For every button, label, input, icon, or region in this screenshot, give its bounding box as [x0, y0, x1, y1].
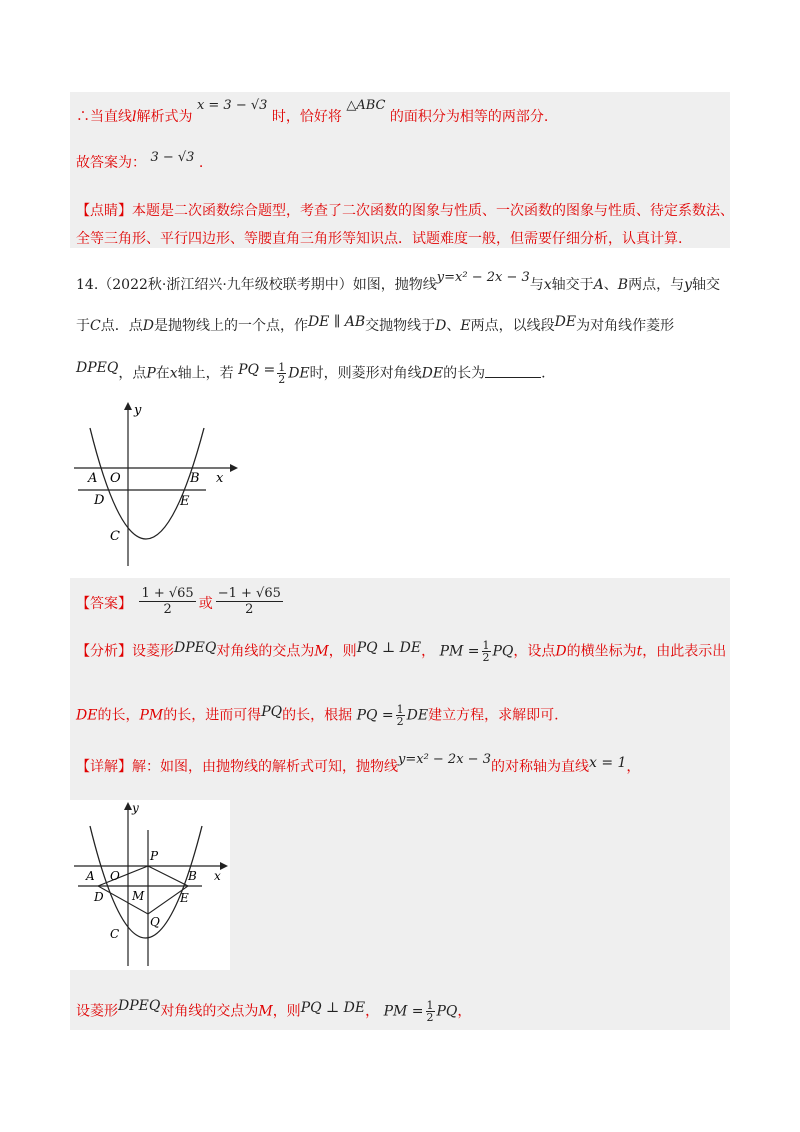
q14-line-1: 14.（2022秋·浙江绍兴·九年级校联考期中）如图，抛物线y=x² − 2x − 3与x轴交于A、B两点，与y轴交 [76, 270, 721, 293]
q14-line-3: DPEQ，点P在x轴上，若 PQ = $\frac{1}{2}$ DE时，则菱形对角线DE的长为 . [76, 359, 546, 386]
fig2-label-x: x [214, 869, 221, 883]
fig2-label-A: A [86, 869, 95, 883]
fig2-label-P: P [150, 849, 159, 863]
fig2-label-O: O [110, 869, 120, 883]
fig1-label-D: D [94, 493, 105, 508]
detail-line: 【详解】解：如图，由抛物线的解析式可知，抛物线y=x² − 2x − 3的对称轴为直线x = 1， [76, 752, 641, 775]
fig1-label-E: E [180, 494, 190, 509]
answer-prev-line: 故答案为： 3 − √3 . [76, 150, 204, 171]
parabola-figure-2 [70, 800, 230, 970]
fig1-label-O: O [110, 471, 121, 486]
parabola-figure-1 [70, 400, 240, 570]
dianjing-line-1: 【点睛】本题是二次函数综合题型，考查了二次函数的图象与性质、一次函数的图象与性质、待定系数法、 [76, 203, 734, 219]
fig2-label-C: C [110, 927, 120, 941]
conclusion-line: ∴当直线l解析式为 x = 3 − √3 时，恰好将 △ABC 的面积分为相等的两部分. [76, 98, 549, 125]
fig2-label-B: B [188, 869, 197, 883]
fig2-label-E: E [180, 891, 189, 905]
fig2-label-D: D [94, 890, 104, 904]
analysis-line-1: 【分析】设菱形DPEQ对角线的交点为M，则PQ ⊥ DE， PM = $\frac{1}{2}$ PQ，设点D的横坐标为t，由此表示出 [76, 639, 727, 664]
bottom-line: 设菱形DPEQ对角线的交点为M，则PQ ⊥ DE， PM = $\frac{1}{2}$ PQ， [76, 997, 472, 1024]
fig1-label-B: B [190, 471, 200, 486]
fig1-label-x: x [216, 471, 224, 486]
answer-fraction-1: $\frac{1 + √65}{2}$ [141, 586, 194, 617]
dianjing-line-2: 全等三角形、平行四边形、等腰直角三角形等知识点．试题难度一般，但需要仔细分析，认真计算. [76, 231, 683, 247]
fig1-label-A: A [88, 471, 98, 486]
answer-line: 【答案】 $\frac{1 + √65}{2}$ 或 $\frac{-1 + √65}{2}$ [76, 586, 281, 617]
fig1-label-y: y [134, 403, 142, 418]
analysis-line-2: DE的长，PM的长，进而可得PQ的长，根据 PQ = $\frac{1}{2}$ DE建立方程，求解即可. [76, 703, 559, 728]
answer-fraction-2: $\frac{-1 + √65}{2}$ [217, 586, 281, 617]
fig2-label-Q: Q [150, 915, 160, 929]
fig2-label-M: M [132, 889, 145, 903]
fig1-label-C: C [110, 529, 120, 544]
answer-blank [485, 365, 541, 378]
q14-line-2: 于C点．点D是抛物线上的一个点，作DE ∥ AB交抛物线于D、E两点，以线段DE为对角线作菱形 [76, 314, 675, 334]
fig2-label-y: y [132, 801, 139, 815]
